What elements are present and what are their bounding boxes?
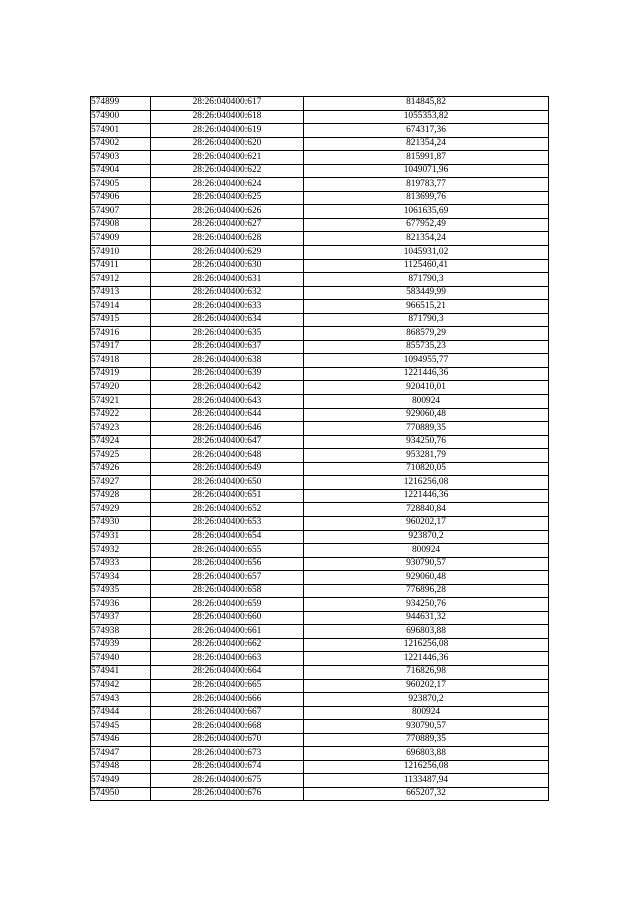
cadastral-value-cell: 944631,32 — [304, 611, 549, 625]
row-number-cell: 574911 — [91, 259, 151, 273]
cadastral-value-cell: 815991,87 — [304, 151, 549, 165]
cadastral-value-cell: 814845,82 — [304, 97, 549, 111]
table-row — [91, 774, 549, 788]
row-number-cell: 574906 — [91, 191, 151, 205]
row-number-cell: 574933 — [91, 557, 151, 571]
table-row — [91, 733, 549, 747]
cadastral-number-cell: 28:26:040400:643 — [151, 395, 304, 409]
table-row — [91, 381, 549, 395]
cadastral-number-cell: 28:26:040400:659 — [151, 598, 304, 612]
cadastral-value-cell: 770889,35 — [304, 422, 549, 436]
table-row — [91, 124, 549, 138]
cadastral-number-cell: 28:26:040400:638 — [151, 354, 304, 368]
cadastral-value-cell: 930790,57 — [304, 720, 549, 734]
table-row — [91, 584, 549, 598]
row-number-cell: 574937 — [91, 611, 151, 625]
row-number-cell: 574944 — [91, 706, 151, 720]
cadastral-number-cell: 28:26:040400:635 — [151, 327, 304, 341]
row-number-cell: 574946 — [91, 733, 151, 747]
row-number-cell: 574914 — [91, 300, 151, 314]
cadastral-value-cell: 1221446,36 — [304, 367, 549, 381]
row-number-cell: 574908 — [91, 218, 151, 232]
cadastral-number-cell: 28:26:040400:666 — [151, 693, 304, 707]
cadastral-number-cell: 28:26:040400:657 — [151, 571, 304, 585]
cadastral-number-cell: 28:26:040400:624 — [151, 178, 304, 192]
cadastral-number-cell: 28:26:040400:633 — [151, 300, 304, 314]
row-number-cell: 574932 — [91, 544, 151, 558]
table-row — [91, 720, 549, 734]
cadastral-number-cell: 28:26:040400:653 — [151, 516, 304, 530]
cadastral-number-cell: 28:26:040400:652 — [151, 503, 304, 517]
table-row — [91, 110, 549, 124]
cadastral-value-cell: 934250,76 — [304, 598, 549, 612]
table-row — [91, 571, 549, 585]
table-row — [91, 652, 549, 666]
cadastral-number-cell: 28:26:040400:631 — [151, 273, 304, 287]
row-number-cell: 574942 — [91, 679, 151, 693]
cadastral-number-cell: 28:26:040400:618 — [151, 110, 304, 124]
cadastral-number-cell: 28:26:040400:625 — [151, 191, 304, 205]
cadastral-value-cell: 1221446,36 — [304, 652, 549, 666]
cadastral-value-cell: 1216256,08 — [304, 476, 549, 490]
cadastral-value-cell: 1061635,69 — [304, 205, 549, 219]
cadastral-number-cell: 28:26:040400:675 — [151, 774, 304, 788]
cadastral-value-cell: 1045931,02 — [304, 246, 549, 260]
row-number-cell: 574919 — [91, 367, 151, 381]
table-row — [91, 137, 549, 151]
cadastral-number-cell: 28:26:040400:634 — [151, 313, 304, 327]
cadastral-value-cell: 1216256,08 — [304, 760, 549, 774]
cadastral-number-cell: 28:26:040400:619 — [151, 124, 304, 138]
row-number-cell: 574934 — [91, 571, 151, 585]
table-row — [91, 232, 549, 246]
cadastral-number-cell: 28:26:040400:667 — [151, 706, 304, 720]
row-number-cell: 574902 — [91, 137, 151, 151]
row-number-cell: 574913 — [91, 286, 151, 300]
cadastral-value-cell: 1049071,96 — [304, 164, 549, 178]
table-row — [91, 313, 549, 327]
cadastral-value-cell: 966515,21 — [304, 300, 549, 314]
cadastral-value-cell: 871790,3 — [304, 313, 549, 327]
table-row — [91, 205, 549, 219]
row-number-cell: 574909 — [91, 232, 151, 246]
cadastral-value-cell: 960202,17 — [304, 516, 549, 530]
table-row — [91, 679, 549, 693]
cadastral-value-cell: 953281,79 — [304, 449, 549, 463]
cadastral-number-cell: 28:26:040400:637 — [151, 340, 304, 354]
table-row — [91, 476, 549, 490]
table-row — [91, 273, 549, 287]
cadastral-number-cell: 28:26:040400:655 — [151, 544, 304, 558]
cadastral-value-cell: 770889,35 — [304, 733, 549, 747]
cadastral-number-cell: 28:26:040400:626 — [151, 205, 304, 219]
cadastral-number-cell: 28:26:040400:649 — [151, 462, 304, 476]
row-number-cell: 574949 — [91, 774, 151, 788]
table-row — [91, 97, 549, 111]
cadastral-number-cell: 28:26:040400:676 — [151, 787, 304, 801]
table-row — [91, 503, 549, 517]
table-row — [91, 449, 549, 463]
row-number-cell: 574915 — [91, 313, 151, 327]
row-number-cell: 574929 — [91, 503, 151, 517]
row-number-cell: 574931 — [91, 530, 151, 544]
table-row — [91, 435, 549, 449]
row-number-cell: 574939 — [91, 638, 151, 652]
cadastral-value-table — [90, 96, 549, 801]
cadastral-number-cell: 28:26:040400:651 — [151, 489, 304, 503]
cadastral-value-cell: 821354,24 — [304, 232, 549, 246]
table-row — [91, 625, 549, 639]
row-number-cell: 574935 — [91, 584, 151, 598]
table-row — [91, 191, 549, 205]
cadastral-value-cell: 1216256,08 — [304, 638, 549, 652]
cadastral-value-cell: 929060,48 — [304, 408, 549, 422]
cadastral-value-cell: 800924 — [304, 544, 549, 558]
table-row — [91, 489, 549, 503]
row-number-cell: 574924 — [91, 435, 151, 449]
table-row — [91, 327, 549, 341]
cadastral-number-cell: 28:26:040400:673 — [151, 747, 304, 761]
table-row — [91, 395, 549, 409]
cadastral-number-cell: 28:26:040400:621 — [151, 151, 304, 165]
table-row — [91, 760, 549, 774]
cadastral-number-cell: 28:26:040400:670 — [151, 733, 304, 747]
table-row — [91, 462, 549, 476]
cadastral-value-cell: 696803,88 — [304, 625, 549, 639]
row-number-cell: 574943 — [91, 693, 151, 707]
cadastral-value-cell: 929060,48 — [304, 571, 549, 585]
cadastral-value-cell: 1055353,82 — [304, 110, 549, 124]
cadastral-number-cell: 28:26:040400:628 — [151, 232, 304, 246]
cadastral-value-cell: 923870,2 — [304, 530, 549, 544]
row-number-cell: 574927 — [91, 476, 151, 490]
cadastral-number-cell: 28:26:040400:630 — [151, 259, 304, 273]
row-number-cell: 574918 — [91, 354, 151, 368]
row-number-cell: 574928 — [91, 489, 151, 503]
row-number-cell: 574936 — [91, 598, 151, 612]
cadastral-number-cell: 28:26:040400:632 — [151, 286, 304, 300]
cadastral-value-cell: 1094955,77 — [304, 354, 549, 368]
row-number-cell: 574903 — [91, 151, 151, 165]
table-row — [91, 218, 549, 232]
cadastral-number-cell: 28:26:040400:664 — [151, 665, 304, 679]
cadastral-value-cell: 1221446,36 — [304, 489, 549, 503]
row-number-cell: 574920 — [91, 381, 151, 395]
row-number-cell: 574925 — [91, 449, 151, 463]
cadastral-value-cell: 821354,24 — [304, 137, 549, 151]
cadastral-value-cell: 710820,05 — [304, 462, 549, 476]
cadastral-number-cell: 28:26:040400:620 — [151, 137, 304, 151]
cadastral-value-cell: 800924 — [304, 395, 549, 409]
table-row — [91, 300, 549, 314]
cadastral-value-cell: 665207,32 — [304, 787, 549, 801]
table-row — [91, 747, 549, 761]
row-number-cell: 574910 — [91, 246, 151, 260]
table-row — [91, 259, 549, 273]
table-row — [91, 530, 549, 544]
table-row — [91, 665, 549, 679]
table-row — [91, 178, 549, 192]
row-number-cell: 574921 — [91, 395, 151, 409]
row-number-cell: 574947 — [91, 747, 151, 761]
cadastral-number-cell: 28:26:040400:629 — [151, 246, 304, 260]
cadastral-number-cell: 28:26:040400:648 — [151, 449, 304, 463]
cadastral-number-cell: 28:26:040400:617 — [151, 97, 304, 111]
row-number-cell: 574923 — [91, 422, 151, 436]
cadastral-value-cell: 855735,23 — [304, 340, 549, 354]
row-number-cell: 574905 — [91, 178, 151, 192]
table-row — [91, 693, 549, 707]
cadastral-value-cell: 776896,28 — [304, 584, 549, 598]
cadastral-number-cell: 28:26:040400:674 — [151, 760, 304, 774]
cadastral-number-cell: 28:26:040400:647 — [151, 435, 304, 449]
cadastral-value-cell: 920410,01 — [304, 381, 549, 395]
table-row — [91, 557, 549, 571]
row-number-cell: 574912 — [91, 273, 151, 287]
cadastral-value-cell: 716826,98 — [304, 665, 549, 679]
cadastral-number-cell: 28:26:040400:646 — [151, 422, 304, 436]
row-number-cell: 574950 — [91, 787, 151, 801]
cadastral-number-cell: 28:26:040400:660 — [151, 611, 304, 625]
cadastral-value-cell: 800924 — [304, 706, 549, 720]
row-number-cell: 574916 — [91, 327, 151, 341]
row-number-cell: 574948 — [91, 760, 151, 774]
row-number-cell: 574930 — [91, 516, 151, 530]
cadastral-number-cell: 28:26:040400:650 — [151, 476, 304, 490]
row-number-cell: 574901 — [91, 124, 151, 138]
table-row — [91, 638, 549, 652]
row-number-cell: 574938 — [91, 625, 151, 639]
cadastral-number-cell: 28:26:040400:654 — [151, 530, 304, 544]
table-row — [91, 367, 549, 381]
cadastral-number-cell: 28:26:040400:622 — [151, 164, 304, 178]
table-row — [91, 340, 549, 354]
cadastral-number-cell: 28:26:040400:665 — [151, 679, 304, 693]
row-number-cell: 574907 — [91, 205, 151, 219]
cadastral-number-cell: 28:26:040400:662 — [151, 638, 304, 652]
table-row — [91, 354, 549, 368]
cadastral-number-cell: 28:26:040400:642 — [151, 381, 304, 395]
cadastral-value-cell: 819783,77 — [304, 178, 549, 192]
cadastral-value-cell: 871790,3 — [304, 273, 549, 287]
row-number-cell: 574926 — [91, 462, 151, 476]
table-row — [91, 422, 549, 436]
table-row — [91, 408, 549, 422]
cadastral-value-cell: 930790,57 — [304, 557, 549, 571]
row-number-cell: 574922 — [91, 408, 151, 422]
table-body — [91, 97, 549, 801]
row-number-cell: 574904 — [91, 164, 151, 178]
cadastral-number-cell: 28:26:040400:663 — [151, 652, 304, 666]
row-number-cell: 574941 — [91, 665, 151, 679]
table-row — [91, 706, 549, 720]
cadastral-value-cell: 1133487,94 — [304, 774, 549, 788]
cadastral-value-cell: 677952,49 — [304, 218, 549, 232]
cadastral-value-cell: 813699,76 — [304, 191, 549, 205]
cadastral-number-cell: 28:26:040400:668 — [151, 720, 304, 734]
row-number-cell: 574917 — [91, 340, 151, 354]
row-number-cell: 574899 — [91, 97, 151, 111]
row-number-cell: 574945 — [91, 720, 151, 734]
cadastral-value-cell: 923870,2 — [304, 693, 549, 707]
table-row — [91, 611, 549, 625]
row-number-cell: 574900 — [91, 110, 151, 124]
table-row — [91, 286, 549, 300]
cadastral-number-cell: 28:26:040400:656 — [151, 557, 304, 571]
table-row — [91, 164, 549, 178]
cadastral-number-cell: 28:26:040400:661 — [151, 625, 304, 639]
cadastral-value-cell: 868579,29 — [304, 327, 549, 341]
row-number-cell: 574940 — [91, 652, 151, 666]
table-row — [91, 544, 549, 558]
table-row — [91, 246, 549, 260]
table-row — [91, 151, 549, 165]
cadastral-value-cell: 934250,76 — [304, 435, 549, 449]
table-row — [91, 598, 549, 612]
cadastral-number-cell: 28:26:040400:658 — [151, 584, 304, 598]
cadastral-number-cell: 28:26:040400:644 — [151, 408, 304, 422]
cadastral-value-cell: 1125460,41 — [304, 259, 549, 273]
cadastral-value-cell: 696803,88 — [304, 747, 549, 761]
cadastral-value-cell: 728840,84 — [304, 503, 549, 517]
cadastral-number-cell: 28:26:040400:639 — [151, 367, 304, 381]
cadastral-number-cell: 28:26:040400:627 — [151, 218, 304, 232]
cadastral-value-cell: 674317,36 — [304, 124, 549, 138]
table-row — [91, 787, 549, 801]
cadastral-value-cell: 960202,17 — [304, 679, 549, 693]
cadastral-value-cell: 583449,99 — [304, 286, 549, 300]
table-row — [91, 516, 549, 530]
